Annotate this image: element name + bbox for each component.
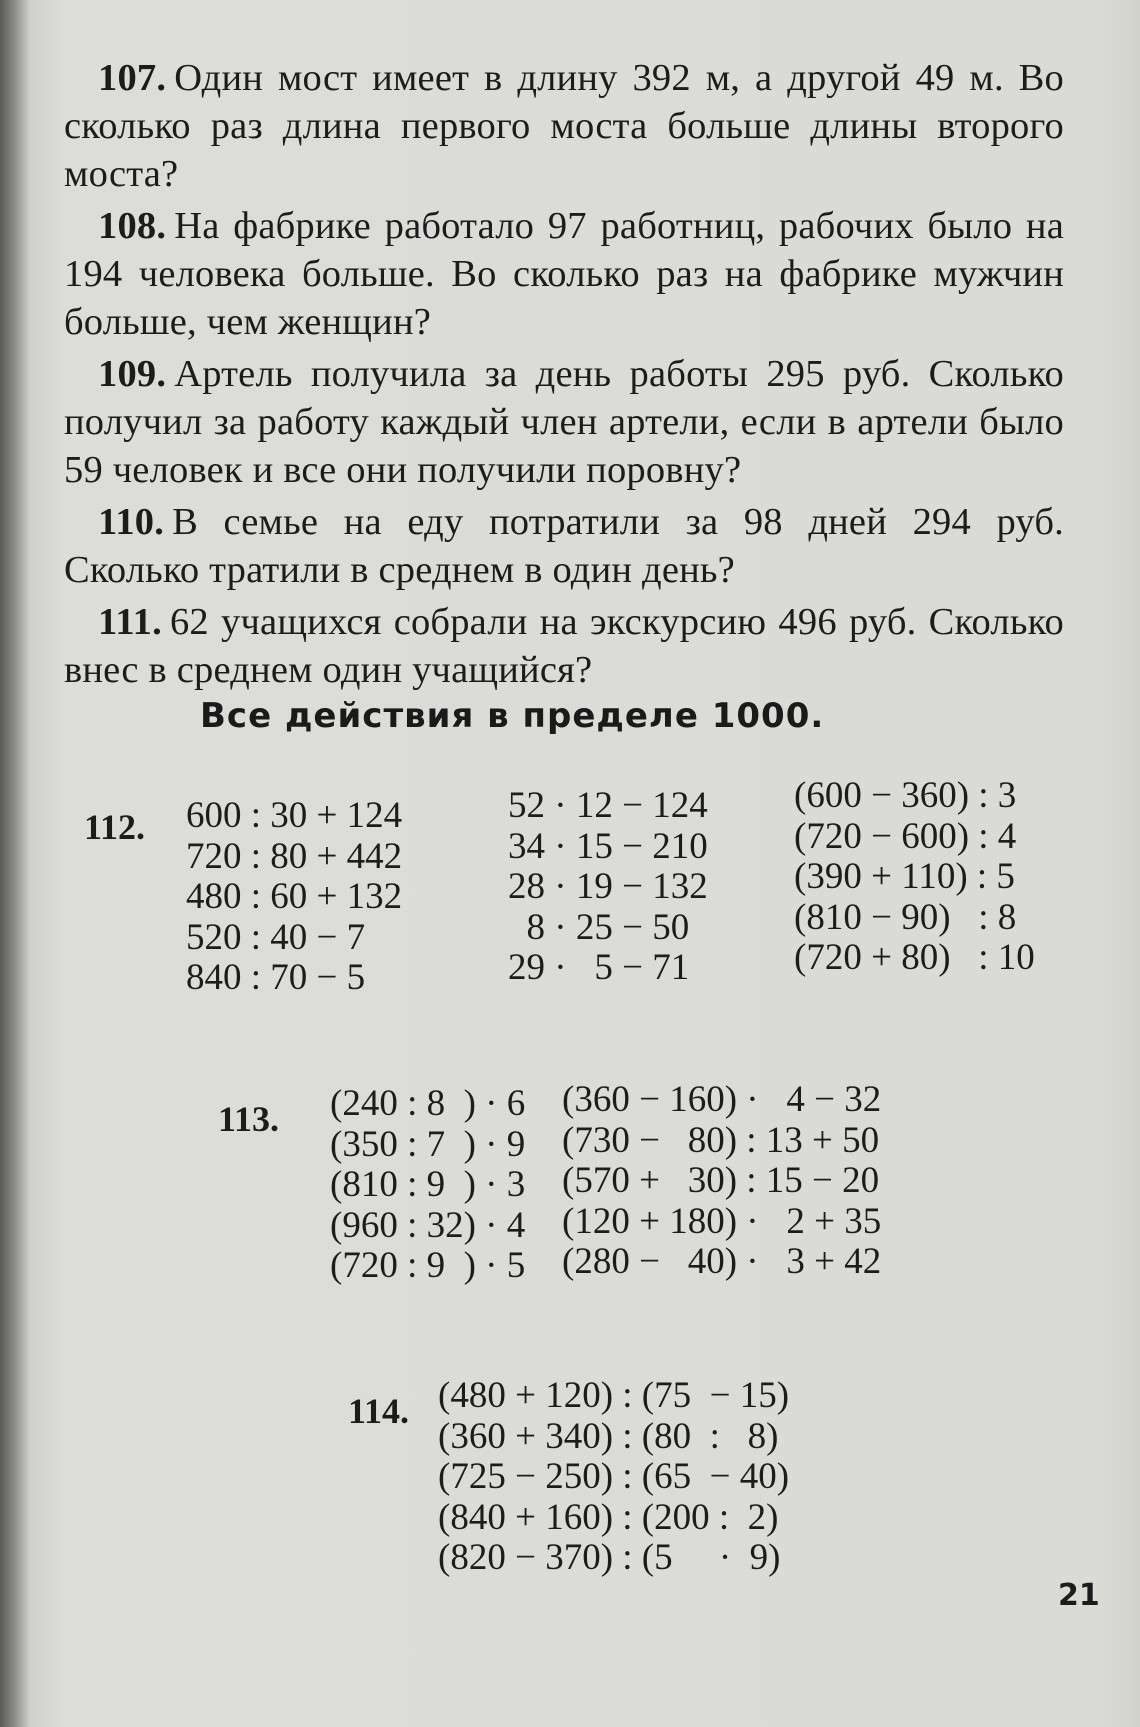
exercise-112-col2 [508,786,708,989]
expression: (720 − 600) : 4 [794,815,1017,857]
expression: (350 : 7 ) · 9 [330,1123,526,1165]
page-number: 21 [1058,1578,1100,1613]
expression: 28 · 19 − 132 [508,866,708,907]
expression: (730 − 80) : 13 + 50 [562,1119,880,1161]
problem-109 [64,350,1064,494]
expression: 600 : 30 + 124 [186,795,403,836]
expression: (390 + 110) : 5 [794,856,1015,897]
expression: 480 : 60 + 132 [186,876,403,917]
problem-number: 110. [98,501,165,543]
exercise-113-number: 113. [218,1099,280,1139]
expression: (720 + 80) : 10 [794,937,1035,978]
expression: 840 : 70 − 5 [186,957,366,998]
expression: 720 : 80 + 442 [186,835,403,877]
problem-text: Один мост имеет в длину 392 м, а другой 49 м. Во сколько раз длина первого моста больше длины второго моста? [64,57,1064,195]
expression: 34 · 15 − 210 [508,825,708,867]
exercise-114-col1 [438,1376,789,1579]
expression: (360 + 340) : (80 : 8) [438,1415,779,1457]
expression: (840 + 160) : (200 : 2) [438,1496,779,1538]
problem-number: 109. [98,353,167,395]
exercise-113-col2 [562,1080,881,1283]
expression: (280 − 40) · 3 + 42 [562,1241,882,1282]
problem-111 [64,598,1064,694]
problem-text: На фабрике работало 97 работниц, рабочих было на 194 человека больше. Во сколько раз на фабрике мужчин больше, чем женщин? [64,205,1064,343]
expression: (720 : 9 ) · 5 [330,1245,526,1286]
exercise-112-col1 [186,796,402,999]
expression: 8 · 25 − 50 [508,906,690,948]
problem-text: Артель получила за день работы 295 руб. Сколько получил за работу каждый член артели, если в артели было 59 человек и все они получили поровну? [64,353,1064,491]
exercise-112-number: 112. [84,807,146,847]
expression: (570 + 30) : 15 − 20 [562,1160,880,1201]
expression: (360 − 160) · 4 − 32 [562,1079,882,1120]
expression: (725 − 250) : (65 − 40) [438,1456,790,1497]
expression: (240 : 8 ) · 6 [330,1083,526,1124]
word-problems [64,54,1064,698]
problem-number: 107. [98,57,167,99]
expression: 520 : 40 − 7 [186,916,366,958]
problem-number: 108. [98,205,167,247]
problem-110 [64,498,1064,594]
section-title: Все действия в пределе 1000. [200,696,825,736]
expression: 29 · 5 − 71 [508,947,690,988]
exercise-114-number: 114. [348,1391,410,1431]
expression: (820 − 370) : (5 · 9) [438,1537,781,1578]
problem-108 [64,202,1064,346]
exercise-113-col1 [330,1084,525,1287]
expression: (120 + 180) · 2 + 35 [562,1200,882,1242]
problem-text: 62 учащихся собрали на экскурсию 496 руб. Сколько внес в среднем один учащийся? [64,601,1064,691]
expression: (600 − 360) : 3 [794,775,1017,816]
expression: (810 − 90) : 8 [794,896,1017,938]
problem-number: 111. [98,601,162,643]
problem-text: В семье на еду потратили за 98 дней 294 руб. Сколько тратили в среднем в один день? [64,501,1064,591]
expression: 52 · 12 − 124 [508,785,708,826]
exercise-112-col3 [794,776,1035,979]
expression: (960 : 32) · 4 [330,1204,526,1246]
expression: (480 + 120) : (75 − 15) [438,1375,790,1416]
expression: (810 : 9 ) · 3 [330,1164,526,1205]
problem-107 [64,54,1064,198]
